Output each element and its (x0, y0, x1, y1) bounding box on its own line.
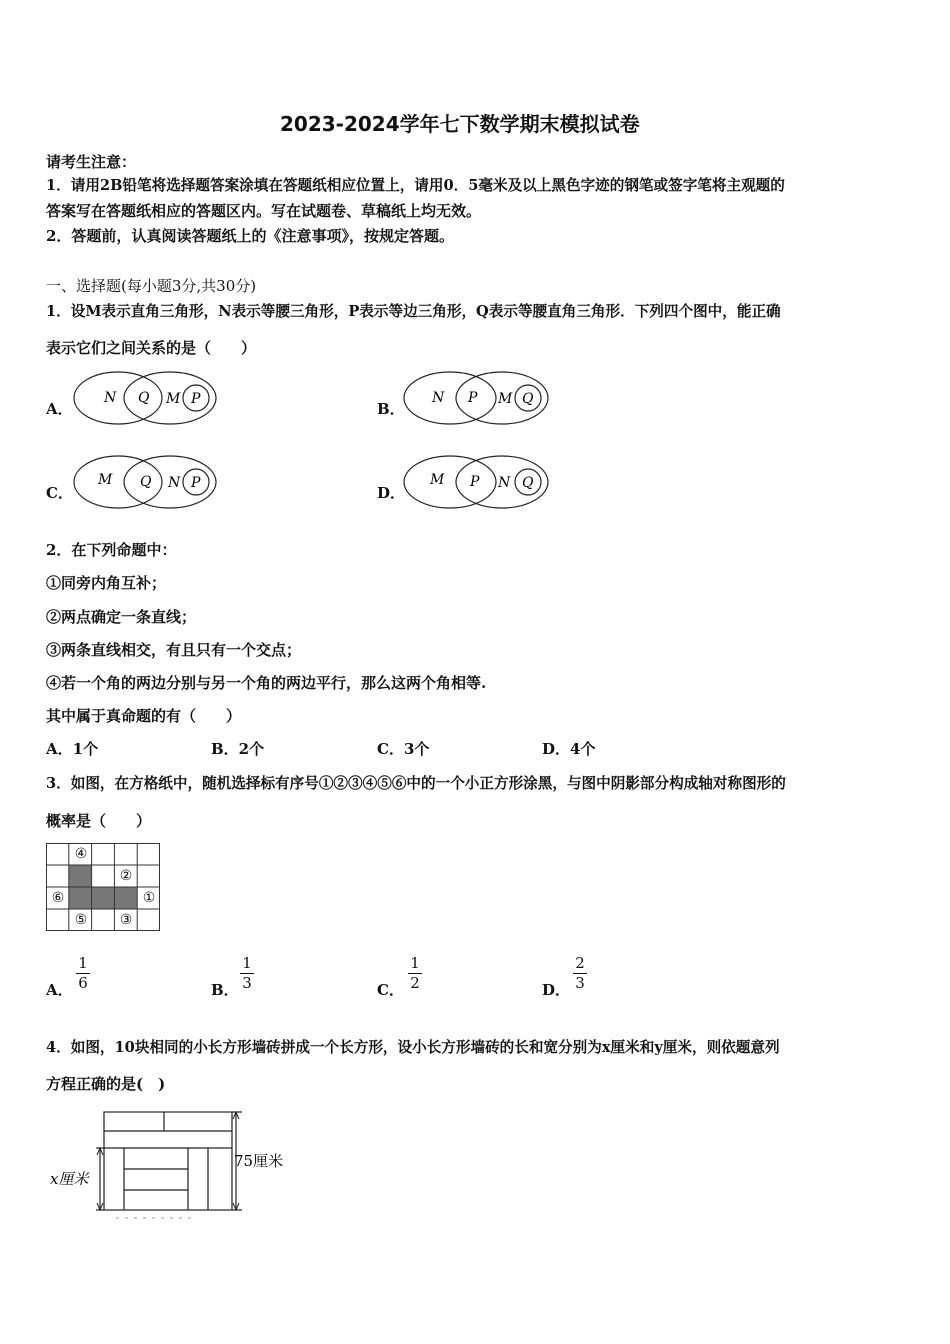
q3-option-d-fraction[interactable] (573, 955, 587, 992)
q2-stem: 2．在下列命题中： (46, 541, 177, 559)
q1-option-c-venn[interactable] (70, 454, 220, 514)
q3-stem-line2: 概率是（ ） (46, 812, 152, 830)
q3-option-c-fraction[interactable] (408, 955, 422, 992)
venn-label: N (498, 475, 511, 491)
q1-option-a-venn[interactable] (70, 370, 220, 430)
q4-stem-line1: 4．如图，10块相同的小长方形墙砖拼成一个长方形，设小长方形墙砖的长和宽分别为x厘米和y厘米，则依题意列 (46, 1039, 780, 1056)
venn-label: M (166, 391, 181, 407)
q4-brick-wall-figure (46, 1108, 306, 1228)
q1-option-b-label[interactable]: B． (377, 400, 405, 418)
venn-label: P (191, 475, 201, 491)
grid-mark-3[interactable]: ③ (119, 912, 133, 928)
q1-option-d-venn[interactable] (400, 454, 550, 514)
q2-item-3: ③两条直线相交，有且只有一个交点； (46, 641, 302, 659)
q2-option-b[interactable]: B．2个 (211, 740, 265, 758)
fraction-denominator: 6 (78, 974, 88, 992)
q4-label-x: x厘米 (50, 1170, 89, 1188)
fraction-denominator: 2 (410, 974, 420, 992)
notice-line-1a: 1．请用2B铅笔将选择题答案涂填在答题纸相应位置上，请用0．5毫米及以上黑色字迹的钢笔或签字笔将主观题的 (46, 177, 785, 194)
grid-mark-5[interactable]: ⑤ (74, 912, 88, 928)
q2-item-1: ①同旁内角互补； (46, 574, 167, 592)
notice-line-2: 2．答题前，认真阅读答题纸上的《注意事项》，按规定答题。 (46, 227, 454, 245)
venn-label: N (432, 390, 445, 406)
grid-mark-1[interactable]: ① (142, 890, 156, 906)
venn-label: P (468, 390, 478, 406)
q3-option-c-label[interactable]: C． (377, 981, 404, 999)
venn-label: N (168, 475, 181, 491)
q1-stem-line2: 表示它们之间关系的是（ ） (46, 339, 257, 357)
venn-label: Q (140, 474, 152, 490)
q3-stem-line1: 3．如图，在方格纸中，随机选择标有序号①②③④⑤⑥中的一个小正方形涂黑，与图中阴影部分构成轴对称图形的 (46, 775, 786, 792)
grid-mark-4[interactable]: ④ (74, 846, 88, 862)
q1-stem-line1: 1．设M表示直角三角形，N表示等腰三角形，P表示等边三角形，Q表示等腰直角三角形．下列四个图中，能正确 (46, 303, 781, 320)
notice-heading: 请考生注意： (46, 153, 137, 171)
q3-option-b-fraction[interactable] (240, 955, 254, 992)
page-title: 2023-2024学年七下数学期末模拟试卷 (280, 112, 640, 136)
q1-option-a-label[interactable]: A． (46, 400, 73, 418)
fraction-numerator: 2 (575, 954, 585, 972)
q3-grid-figure (46, 843, 160, 931)
venn-label: Q (138, 390, 150, 406)
q2-item-4: ④若一个角的两边分别与另一个角的两边平行，那么这两个角相等. (46, 674, 487, 692)
venn-label: P (470, 474, 480, 490)
grid-mark-2[interactable]: ② (119, 868, 133, 884)
fraction-numerator: 1 (410, 954, 420, 972)
q2-option-d[interactable]: D．4个 (542, 740, 596, 758)
venn-label: Q (522, 391, 534, 407)
q1-option-d-label[interactable]: D． (377, 484, 406, 502)
venn-label: Q (522, 475, 534, 491)
q2-option-a[interactable]: A．1个 (46, 740, 99, 758)
fraction-numerator: 1 (78, 954, 88, 972)
q2-ask: 其中属于真命题的有（ ） (46, 707, 242, 725)
venn-label: M (498, 391, 513, 407)
fraction-numerator: 1 (242, 954, 252, 972)
q2-option-c[interactable]: C．3个 (377, 740, 430, 758)
fraction-denominator: 3 (575, 974, 585, 992)
q1-option-c-label[interactable]: C． (46, 484, 73, 502)
q4-stem-line2: 方程正确的是( ) (46, 1075, 166, 1093)
q4-label-75: 75厘米 (234, 1152, 284, 1170)
venn-label: M (98, 472, 113, 488)
q3-option-b-label[interactable]: B． (211, 981, 239, 999)
venn-label: M (430, 472, 445, 488)
section-heading: 一、选择题(每小题3分,共30分) (46, 277, 257, 295)
q3-option-a-fraction[interactable] (76, 955, 90, 992)
grid-mark-6[interactable]: ⑥ (51, 890, 65, 906)
notice-line-1b: 答案写在答题纸相应的答题区内。写在试题卷、草稿纸上均无效。 (46, 202, 482, 220)
fraction-denominator: 3 (242, 974, 252, 992)
q3-option-a-label[interactable]: A． (46, 981, 73, 999)
q3-option-d-label[interactable]: D． (542, 981, 571, 999)
q2-item-2: ②两点确定一条直线； (46, 608, 197, 626)
venn-label: N (104, 390, 117, 406)
venn-label: P (191, 391, 201, 407)
q1-option-b-venn[interactable] (400, 370, 550, 430)
